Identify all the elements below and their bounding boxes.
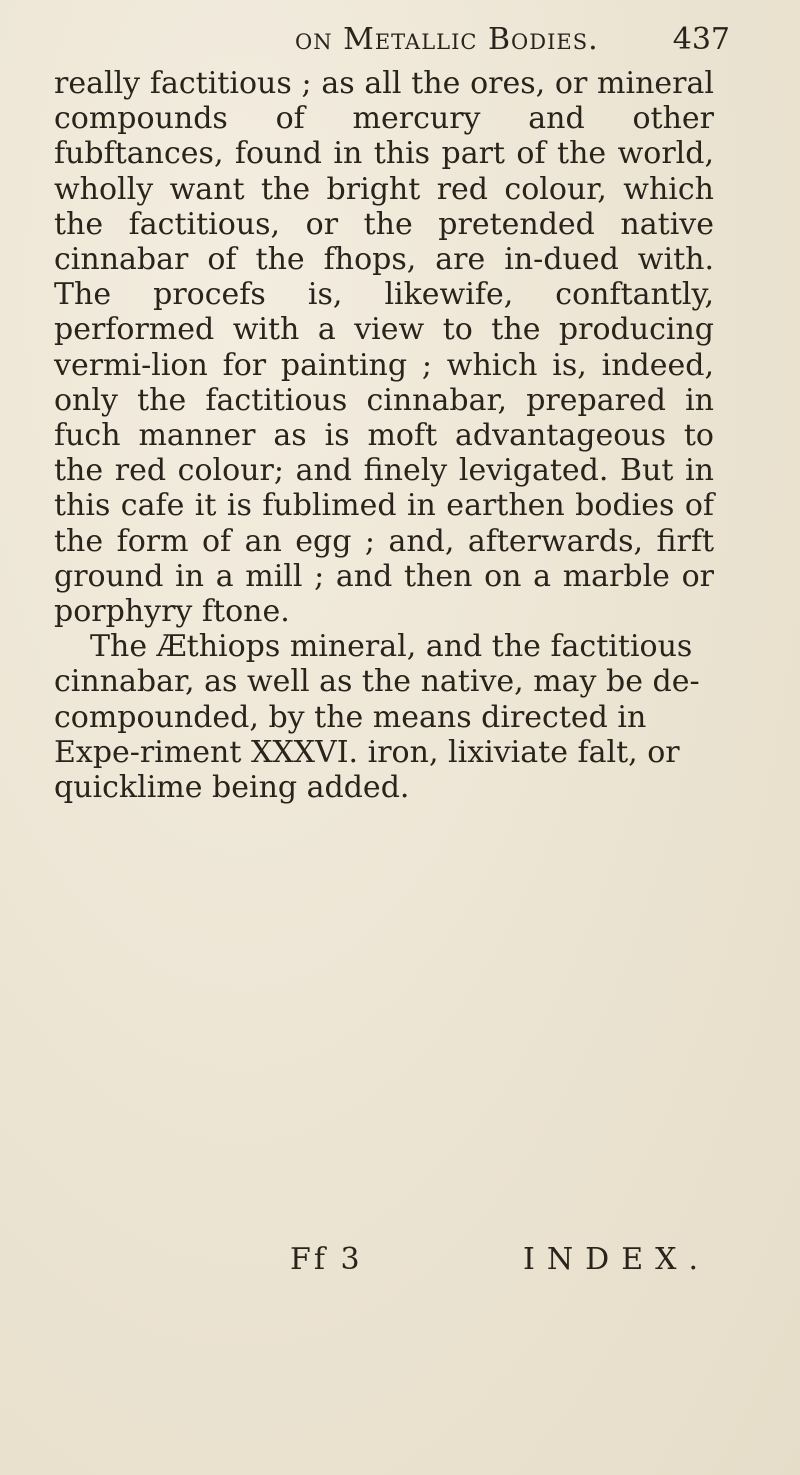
catchword: INDEX.: [523, 1242, 710, 1277]
paragraph-2: The Æthiops mineral, and the factitious cinnabar, as well as the native, may be de-compounded, by the means directed in Expe-riment XXXVI. iron, lixiviate falt, or quicklime being added.: [54, 629, 700, 806]
running-title: on Metallic Bodies.: [295, 22, 599, 57]
signature-mark: Ff 3: [290, 1242, 363, 1277]
paragraph-1: really factitious ; as all the ores, or mineral compounds of mercury and other fubftances, found in this part of the world, wholly want the bright red colour, which the factitious, or the pretended native cinnabar of the fhops, are in-dued with. The procefs is, likewife, conftantly, performed with a view to the producing vermi-lion for painting ; which is, indeed, only the factitious cinnabar, prepared in fuch manner as is moft advantageous to the red colour; and finely levigated. But in this cafe it is fublimed in earthen bodies of the form of an egg ; and, afterwards, firft ground in a mill ; and then on a marble or porphyry ftone.: [54, 66, 714, 630]
page-number: 437: [672, 22, 730, 57]
page-footer: [290, 1240, 710, 1280]
body-text: [54, 66, 714, 805]
running-header: [240, 18, 730, 62]
